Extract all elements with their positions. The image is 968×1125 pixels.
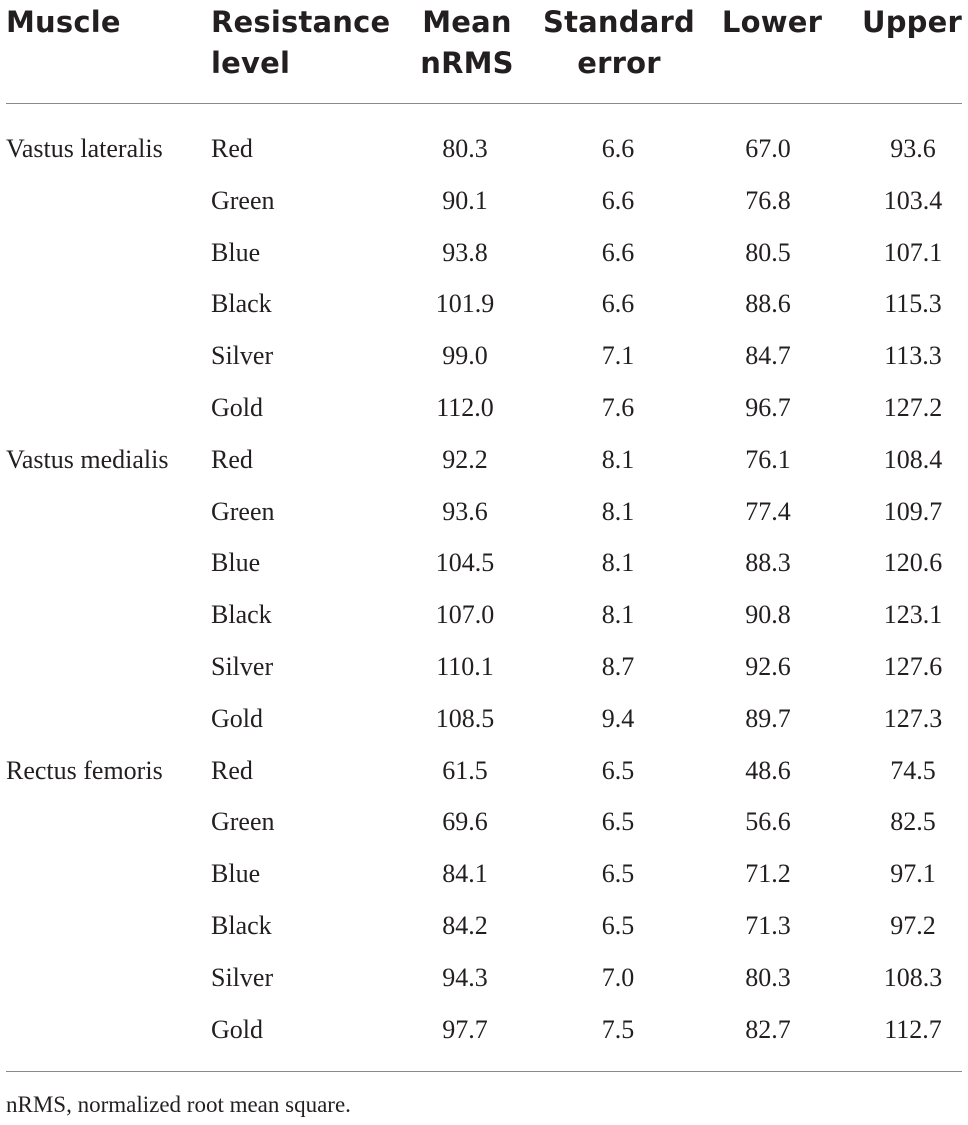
cell-mean-nrms: 110.1 bbox=[436, 652, 494, 681]
cell-mean-nrms: 94.3 bbox=[442, 962, 488, 992]
cell-standard-error: 7.5 bbox=[601, 1014, 635, 1044]
cell-mean-nrms: 93.8 bbox=[442, 237, 488, 267]
cell-mean-nrms: 97.7 bbox=[442, 1014, 488, 1044]
cell-mean-nrms: 84.1 bbox=[442, 859, 488, 889]
cell-resistance-level: Red bbox=[211, 134, 253, 163]
cell-mean-nrms: 101.9 bbox=[435, 289, 495, 319]
cell-lower: 89.7 bbox=[745, 703, 791, 733]
cell-lower: 96.7 bbox=[745, 393, 791, 422]
cell-mean-nrms: 69.6 bbox=[442, 807, 488, 837]
cell-resistance-level: Gold bbox=[211, 393, 263, 422]
cell-upper: 74.5 bbox=[890, 755, 936, 785]
cell-upper: 115.3 bbox=[884, 289, 942, 319]
header-mean-nrms: Mean nRMS bbox=[420, 5, 514, 80]
cell-upper: 127.3 bbox=[883, 703, 943, 733]
cell-mean-nrms: 112.0 bbox=[436, 393, 494, 422]
cell-lower: 48.6 bbox=[745, 755, 791, 785]
cell-mean-nrms: 107.0 bbox=[435, 600, 495, 630]
cell-mean-nrms: 84.2 bbox=[442, 911, 488, 940]
cell-mean-nrms: 90.1 bbox=[442, 185, 488, 215]
cell-upper: 82.5 bbox=[890, 807, 936, 837]
table-row bbox=[0, 756, 968, 808]
table-row bbox=[0, 911, 968, 963]
cell-standard-error: 6.6 bbox=[601, 134, 635, 163]
cell-standard-error: 8.1 bbox=[601, 548, 635, 578]
header-standard-error: Standard error bbox=[543, 5, 695, 80]
table-row bbox=[0, 445, 968, 497]
cell-resistance-level: Blue bbox=[211, 237, 261, 267]
cell-standard-error: 6.5 bbox=[601, 755, 635, 785]
table-row bbox=[0, 704, 968, 756]
table-row bbox=[0, 807, 968, 859]
table-row bbox=[0, 600, 968, 652]
cell-resistance-level: Blue bbox=[211, 859, 261, 889]
cell-mean-nrms: 61.5 bbox=[442, 755, 488, 785]
cell-mean-nrms: 92.2 bbox=[442, 444, 488, 474]
cell-resistance-level: Black bbox=[211, 289, 272, 319]
table-row bbox=[0, 393, 968, 445]
cell-resistance-level: Gold bbox=[211, 1014, 263, 1044]
cell-standard-error: 6.5 bbox=[601, 911, 635, 940]
cell-upper: 127.2 bbox=[883, 393, 943, 422]
table-row bbox=[0, 341, 968, 393]
cell-standard-error: 6.6 bbox=[601, 289, 635, 319]
cell-resistance-level: Green bbox=[211, 807, 275, 837]
table-row bbox=[0, 859, 968, 911]
cell-lower: 77.4 bbox=[745, 496, 791, 526]
cell-lower: 76.8 bbox=[745, 185, 791, 215]
table-row bbox=[0, 497, 968, 549]
cell-lower: 71.3 bbox=[745, 911, 791, 940]
cell-lower: 88.6 bbox=[745, 289, 791, 319]
table-row bbox=[0, 652, 968, 704]
table-row bbox=[0, 186, 968, 238]
cell-mean-nrms: 108.5 bbox=[435, 703, 495, 733]
cell-resistance-level: Silver bbox=[211, 341, 274, 371]
cell-lower: 90.8 bbox=[745, 600, 791, 630]
cell-muscle: Vastus medialis bbox=[6, 444, 169, 474]
cell-standard-error: 6.5 bbox=[601, 807, 635, 837]
cell-upper: 93.6 bbox=[890, 134, 936, 163]
header-muscle: Muscle bbox=[6, 5, 121, 39]
cell-lower: 92.6 bbox=[745, 652, 791, 681]
cell-resistance-level: Silver bbox=[211, 962, 274, 992]
cell-resistance-level: Black bbox=[211, 600, 272, 630]
cell-standard-error: 6.6 bbox=[601, 185, 635, 215]
cell-resistance-level: Silver bbox=[211, 652, 274, 681]
cell-standard-error: 9.4 bbox=[601, 703, 635, 733]
header-resistance-level: Resistance level bbox=[211, 5, 391, 80]
cell-resistance-level: Red bbox=[211, 755, 253, 785]
cell-standard-error: 8.7 bbox=[601, 652, 635, 681]
cell-standard-error: 7.1 bbox=[601, 341, 635, 371]
cell-lower: 76.1 bbox=[745, 444, 791, 474]
table-footnote: nRMS, normalized root mean square. bbox=[6, 1092, 351, 1117]
cell-mean-nrms: 104.5 bbox=[435, 548, 495, 578]
cell-lower: 67.0 bbox=[745, 134, 791, 163]
cell-resistance-level: Blue bbox=[211, 548, 261, 578]
table-row bbox=[0, 238, 968, 290]
cell-standard-error: 6.6 bbox=[601, 237, 635, 267]
cell-standard-error: 6.5 bbox=[601, 859, 635, 889]
cell-lower: 80.3 bbox=[745, 962, 791, 992]
cell-lower: 56.6 bbox=[745, 807, 791, 837]
cell-resistance-level: Gold bbox=[211, 703, 263, 733]
cell-mean-nrms: 80.3 bbox=[442, 134, 488, 163]
cell-resistance-level: Red bbox=[211, 444, 253, 474]
cell-lower: 71.2 bbox=[745, 859, 791, 889]
header-rule bbox=[6, 103, 962, 104]
cell-standard-error: 8.1 bbox=[601, 600, 635, 630]
cell-lower: 88.3 bbox=[745, 548, 791, 578]
cell-resistance-level: Black bbox=[211, 911, 272, 940]
cell-upper: 108.4 bbox=[883, 444, 943, 474]
cell-upper: 113.3 bbox=[884, 341, 942, 371]
table-row bbox=[0, 963, 968, 1015]
header-upper: Upper bbox=[861, 5, 963, 39]
cell-upper: 103.4 bbox=[883, 185, 943, 215]
table-row bbox=[0, 289, 968, 341]
cell-muscle: Rectus femoris bbox=[6, 755, 163, 785]
header-lower: Lower bbox=[721, 5, 823, 39]
cell-mean-nrms: 99.0 bbox=[442, 341, 488, 371]
cell-upper: 112.7 bbox=[884, 1014, 942, 1044]
table-row bbox=[0, 134, 968, 186]
cell-upper: 97.1 bbox=[890, 859, 936, 889]
cell-resistance-level: Green bbox=[211, 185, 275, 215]
cell-muscle: Vastus lateralis bbox=[6, 134, 163, 163]
cell-upper: 123.1 bbox=[883, 600, 943, 630]
cell-standard-error: 8.1 bbox=[601, 496, 635, 526]
cell-upper: 107.1 bbox=[883, 237, 943, 267]
cell-lower: 80.5 bbox=[745, 237, 791, 267]
cell-upper: 108.3 bbox=[883, 962, 943, 992]
cell-resistance-level: Green bbox=[211, 496, 275, 526]
cell-standard-error: 8.1 bbox=[601, 444, 635, 474]
cell-standard-error: 7.0 bbox=[601, 962, 635, 992]
cell-lower: 82.7 bbox=[745, 1014, 791, 1044]
cell-standard-error: 7.6 bbox=[601, 393, 635, 422]
cell-upper: 109.7 bbox=[883, 496, 943, 526]
bottom-rule bbox=[6, 1071, 962, 1072]
table-row bbox=[0, 1015, 968, 1067]
cell-upper: 97.2 bbox=[890, 911, 936, 940]
cell-lower: 84.7 bbox=[745, 341, 791, 371]
cell-upper: 120.6 bbox=[883, 548, 943, 578]
cell-mean-nrms: 93.6 bbox=[442, 496, 488, 526]
table-row bbox=[0, 548, 968, 600]
cell-upper: 127.6 bbox=[883, 652, 943, 681]
